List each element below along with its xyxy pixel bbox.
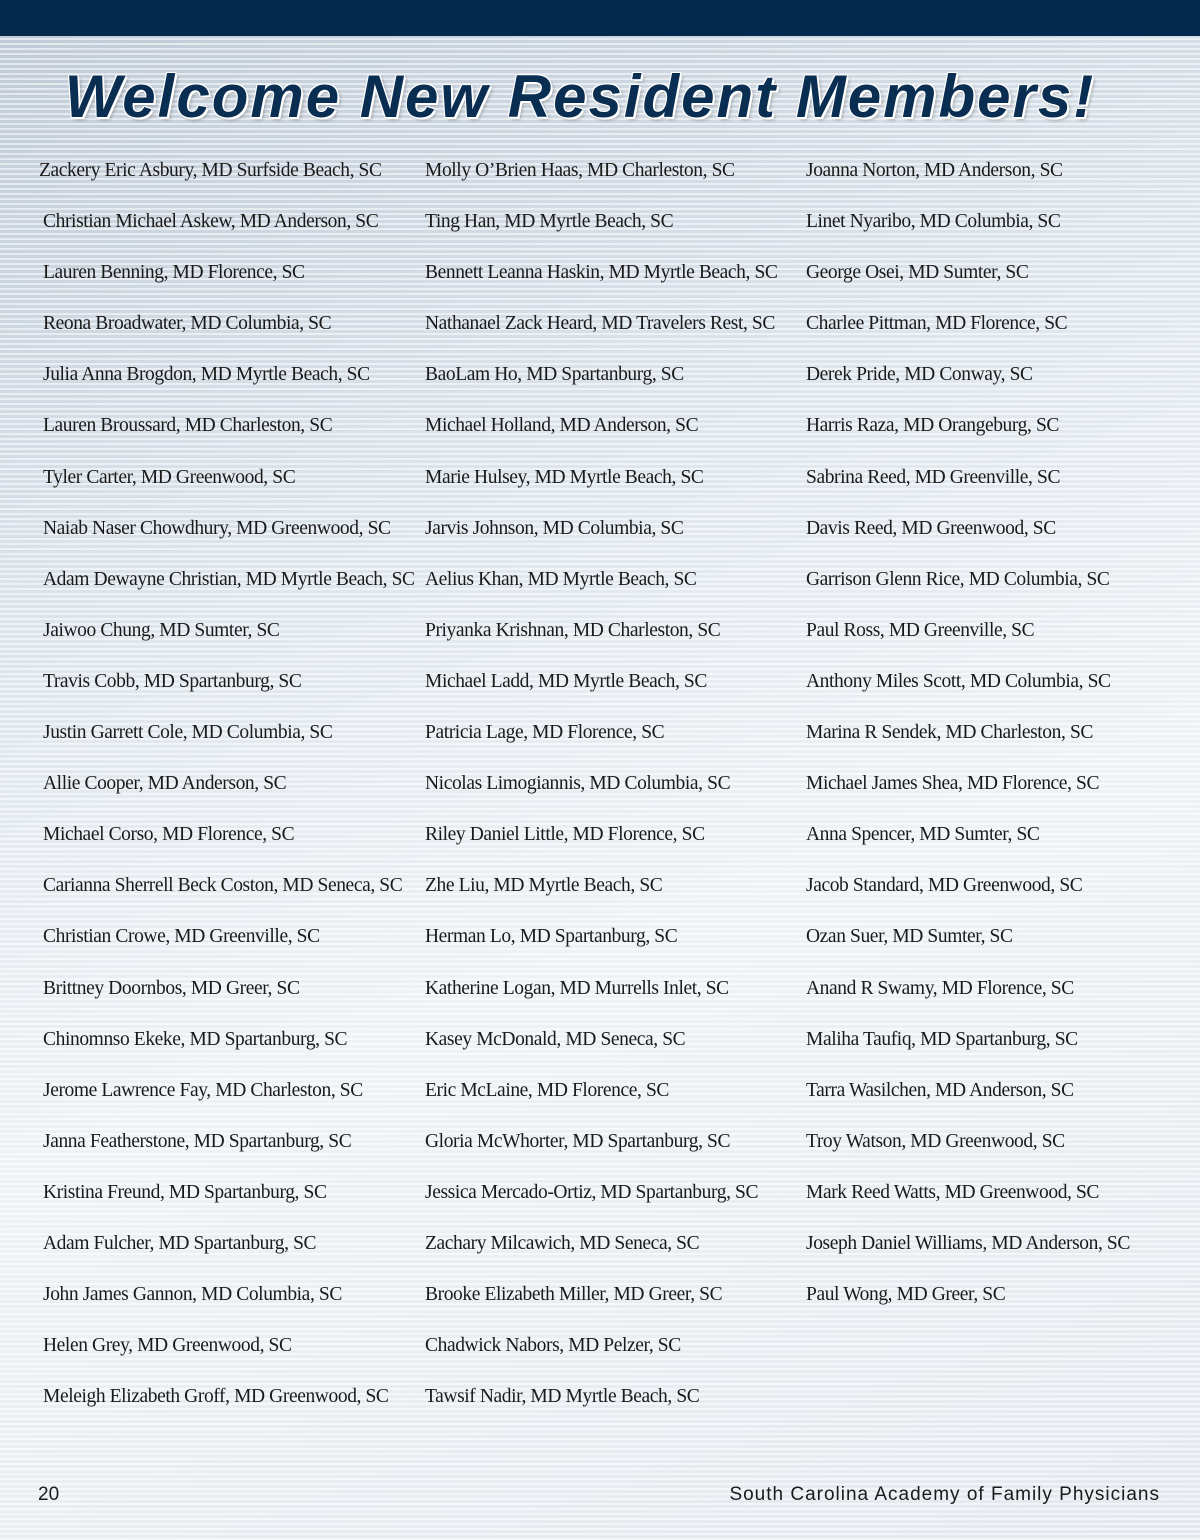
member-entry: Paul Wong, MD Greer, SC [806,1284,1006,1306]
publication-name: South Carolina Academy of Family Physicians [729,1484,1160,1505]
member-entry: Anand R Swamy, MD Florence, SC [806,977,1074,999]
member-entry: Michael Corso, MD Florence, SC [43,824,295,846]
member-entry: Linet Nyaribo, MD Columbia, SC [806,211,1061,233]
member-entry: Marie Hulsey, MD Myrtle Beach, SC [425,466,704,488]
member-entry: Mark Reed Watts, MD Greenwood, SC [806,1181,1100,1203]
member-entry: Molly O’Brien Haas, MD Charleston, SC [425,160,735,181]
member-entry: Travis Cobb, MD Spartanburg, SC [43,670,302,692]
member-entry: Kasey McDonald, MD Seneca, SC [425,1028,686,1050]
member-entry: George Osei, MD Sumter, SC [806,262,1029,284]
member-entry: Naiab Naser Chowdhury, MD Greenwood, SC [43,517,391,539]
member-entry: Jessica Mercado-Ortiz, MD Spartanburg, SC [425,1181,759,1203]
member-entry: Michael Ladd, MD Myrtle Beach, SC [425,670,707,692]
member-entry: Christian Crowe, MD Greenville, SC [43,926,320,948]
member-entry: Janna Featherstone, MD Spartanburg, SC [43,1130,352,1152]
member-entry: Anthony Miles Scott, MD Columbia, SC [806,670,1111,692]
member-entry: Lauren Benning, MD Florence, SC [43,262,305,284]
member-entry: Meleigh Elizabeth Groff, MD Greenwood, SC [43,1386,389,1408]
member-entry: Carianna Sherrell Beck Coston, MD Seneca, SC [43,875,403,897]
member-entry: Tyler Carter, MD Greenwood, SC [43,466,296,488]
member-entry: Marina R Sendek, MD Charleston, SC [806,722,1094,744]
member-entry: Ozan Suer, MD Sumter, SC [806,926,1013,948]
member-entry: Maliha Taufiq, MD Spartanburg, SC [806,1028,1078,1050]
member-entry: Julia Anna Brogdon, MD Myrtle Beach, SC [43,364,370,386]
member-entry: Davis Reed, MD Greenwood, SC [806,517,1056,539]
member-entry: Jerome Lawrence Fay, MD Charleston, SC [43,1079,363,1101]
member-entry: Tarra Wasilchen, MD Anderson, SC [806,1079,1074,1101]
member-entry: Harris Raza, MD Orangeburg, SC [806,415,1060,437]
member-entry: Chadwick Nabors, MD Pelzer, SC [425,1335,681,1357]
member-entry: Joseph Daniel Williams, MD Anderson, SC [806,1232,1130,1254]
member-entry: Paul Ross, MD Greenville, SC [806,619,1035,641]
member-entry: Joanna Norton, MD Anderson, SC [806,160,1063,181]
member-entry: Adam Fulcher, MD Spartanburg, SC [43,1232,317,1254]
member-column-2 [425,152,778,1429]
member-column-3 [806,152,1130,1327]
member-entry: Michael Holland, MD Anderson, SC [425,415,699,437]
member-entry: Riley Daniel Little, MD Florence, SC [425,824,705,846]
member-entry: Jacob Standard, MD Greenwood, SC [806,875,1083,897]
member-entry: Jaiwoo Chung, MD Sumter, SC [43,619,280,641]
member-entry: Nathanael Zack Heard, MD Travelers Rest, SC [425,313,775,335]
header-bar [0,0,1200,36]
member-entry: Ting Han, MD Myrtle Beach, SC [425,211,674,233]
member-entry: John James Gannon, MD Columbia, SC [43,1284,342,1306]
member-entry: Anna Spencer, MD Sumter, SC [806,824,1040,846]
page-number: 20 [38,1484,60,1505]
member-entry: Aelius Khan, MD Myrtle Beach, SC [425,568,697,590]
member-entry: Zachary Milcawich, MD Seneca, SC [425,1232,700,1254]
member-entry: Troy Watson, MD Greenwood, SC [806,1130,1065,1152]
member-entry: Bennett Leanna Haskin, MD Myrtle Beach, SC [425,262,778,284]
member-entry: Justin Garrett Cole, MD Columbia, SC [43,722,333,744]
member-entry: Tawsif Nadir, MD Myrtle Beach, SC [425,1386,700,1408]
member-entry: Herman Lo, MD Spartanburg, SC [425,926,678,948]
member-entry: Charlee Pittman, MD Florence, SC [806,313,1068,335]
member-entry: Nicolas Limogiannis, MD Columbia, SC [425,773,731,795]
member-entry: Reona Broadwater, MD Columbia, SC [43,313,332,335]
member-entry: Christian Michael Askew, MD Anderson, SC [43,211,379,233]
member-entry: Sabrina Reed, MD Greenville, SC [806,466,1061,488]
member-entry: Brittney Doornbos, MD Greer, SC [43,977,300,999]
member-entry: Derek Pride, MD Conway, SC [806,364,1033,386]
member-entry: Chinomnso Ekeke, MD Spartanburg, SC [43,1028,348,1050]
member-entry: Jarvis Johnson, MD Columbia, SC [425,517,684,539]
member-entry: Katherine Logan, MD Murrells Inlet, SC [425,977,729,999]
member-entry: Michael James Shea, MD Florence, SC [806,773,1100,795]
member-entry: Brooke Elizabeth Miller, MD Greer, SC [425,1284,723,1306]
member-entry: Zhe Liu, MD Myrtle Beach, SC [425,875,663,897]
member-column-1 [39,152,415,1429]
member-entry: Allie Cooper, MD Anderson, SC [43,773,287,795]
member-entry: BaoLam Ho, MD Spartanburg, SC [425,364,684,386]
member-entry: Patricia Lage, MD Florence, SC [425,722,665,744]
member-entry: Lauren Broussard, MD Charleston, SC [43,415,333,437]
member-entry: Adam Dewayne Christian, MD Myrtle Beach, SC [43,568,415,590]
member-entry: Zackery Eric Asbury, MD Surfside Beach, SC [39,160,382,181]
member-entry: Gloria McWhorter, MD Spartanburg, SC [425,1130,731,1152]
member-entry: Garrison Glenn Rice, MD Columbia, SC [806,568,1110,590]
member-entry: Priyanka Krishnan, MD Charleston, SC [425,619,721,641]
member-entry: Eric McLaine, MD Florence, SC [425,1079,670,1101]
page-title: Welcome New Resident Members! [64,63,1096,130]
member-entry: Kristina Freund, MD Spartanburg, SC [43,1181,327,1203]
member-entry: Helen Grey, MD Greenwood, SC [43,1335,292,1357]
